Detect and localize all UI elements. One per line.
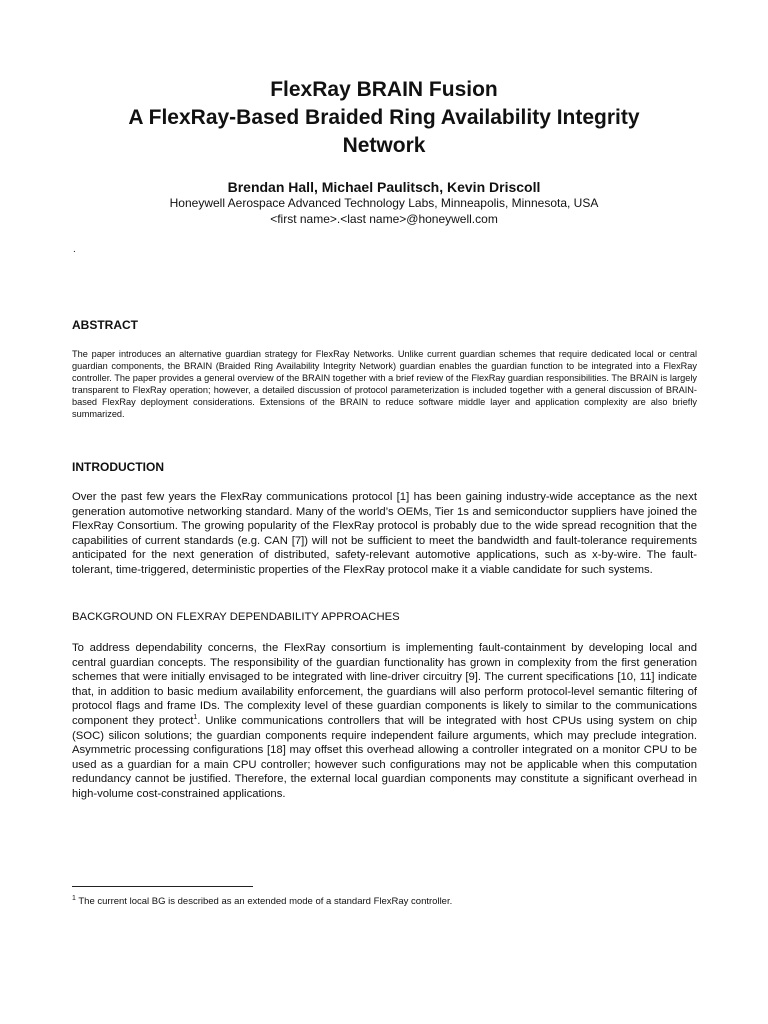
- title-line-2: A FlexRay-Based Braided Ring Availability Integrity: [128, 106, 640, 129]
- footnote-marker: 1: [72, 895, 76, 902]
- footnote-divider: [72, 886, 253, 887]
- background-text-part-2: . Unlike communications controllers that will be integrated with host CPUs using system on chip (SOC) silicon solutions; the guardian components require independent failure arguments, which may preclude integration. Asymmetric processing configurations [18] may offset this overhead allowing a controller integrated on a monitor CPU to be used as a guardian for a main CPU controller; however such configurations may not be applicable when this computation redundancy cannot be justified. Therefore, the external local guardian components may constitute a significant overhead in high-volume cost-constrained applications.: [72, 714, 698, 800]
- affiliation: [60, 195, 708, 227]
- author-list: Brendan Hall, Michael Paulitsch, Kevin Driscoll: [227, 179, 541, 195]
- stray-mark: .: [73, 244, 76, 255]
- introduction-text: Over the past few years the FlexRay communications protocol [1] has been gaining industry-wide acceptance as the next generation automotive networking standard. Many of the world’s OEMs, Tier 1s and semiconductor suppliers have joined the FlexRay Consortium. The growing popularity of the FlexRay protocol is probably due to the wide spread recognition that the capabilities of current standards (e.g. CAN [7]) will not be sufficient to meet the bandwidth and fault-tolerance requirements anticipated for the next generation of distributed, safety-relevant automotive applications, such as x-by-wire. The fault-tolerant, time-triggered, deterministic properties of the FlexRay protocol make it a viable candidate for such systems.: [72, 491, 697, 576]
- paper-title: [60, 76, 708, 160]
- abstract-text: The paper introduces an alternative guardian strategy for FlexRay Networks. Unlike current guardian schemes that require dedicated local or central guardian components, the BRAIN (Braided Ring Availability Integrity Network) guardian enables the guardian function to be integrated into a FlexRay controller. The paper provides a general overview of the BRAIN together with a brief review of the FlexRay guardian responsibilities. The BRAIN is largely transparent to FlexRay operation; however, a detailed discussion of protocol parameterization is included together with a general discussion of BRAIN-based FlexRay deployment considerations. Extensions of the BRAIN to reduce software middle layer and application complexity are also briefly summarized.: [72, 349, 697, 420]
- background-text-part-1: To address dependability concerns, the FlexRay consortium is implementing fault-containment by developing local and central guardian concepts. The responsibility of the guardian functionality has grown in complexity from the first generation schemes that were initially envisaged to be integrated with line-driver circuitry [9]. The current specifications [10, 11] indicate that, in addition to basic medium availability enforcement, the guardians will also perform protocol-level semantic filtering of protocol flags and frame IDs. The complexity level of these guardian components is likely to similar to the communications component they protect: [72, 642, 697, 727]
- title-line-1: FlexRay BRAIN Fusion: [270, 78, 498, 101]
- footnote-text: The current local BG is described as an extended mode of a standard FlexRay controller.: [75, 896, 453, 908]
- background-heading: BACKGROUND ON FLEXRAY DEPENDABILITY APPROACHES: [72, 611, 400, 623]
- abstract-heading: ABSTRACT: [72, 318, 138, 332]
- email-pattern: <first name>.<last name>@honeywell.com: [270, 212, 498, 226]
- introduction-heading: INTRODUCTION: [72, 460, 164, 474]
- footnote-reference[interactable]: 1: [193, 714, 198, 722]
- affiliation-line: Honeywell Aerospace Advanced Technology Labs, Minneapolis, Minnesota, USA: [169, 196, 599, 210]
- background-text: [72, 641, 697, 802]
- footnote: [72, 893, 697, 908]
- title-line-3: Network: [342, 134, 426, 157]
